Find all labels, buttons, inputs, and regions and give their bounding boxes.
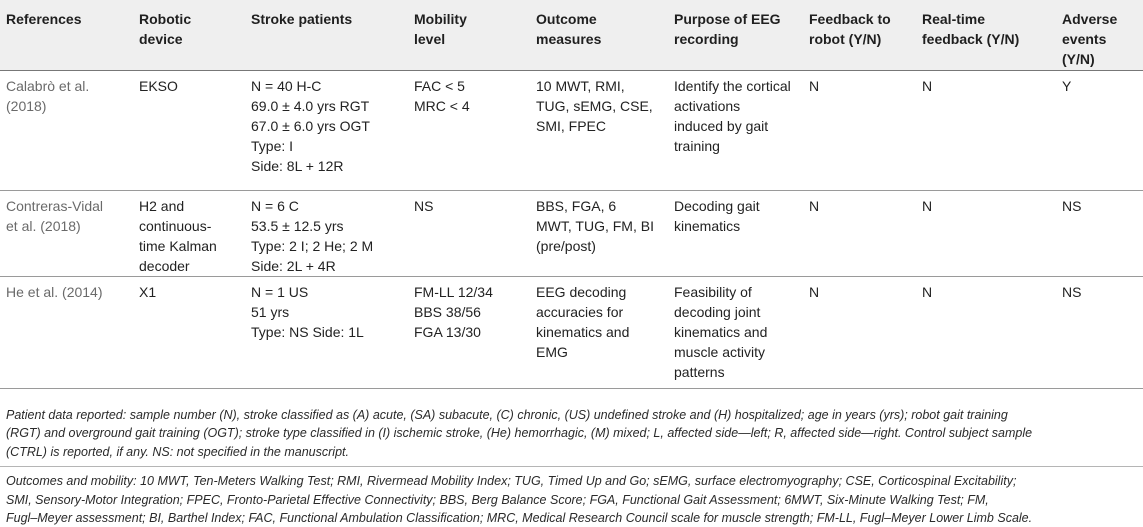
- header-row: [0, 0, 1143, 70]
- cell-text-line: NS: [1062, 197, 1082, 214]
- footnote-patient-data: [6, 406, 1139, 461]
- header-text-line: Robotic: [139, 11, 192, 27]
- cell-outcome-measures: [532, 70, 670, 190]
- cell-feedback-to-robot: [805, 276, 918, 388]
- cell-feedback-to-robot: [805, 190, 918, 276]
- cell-text-line: N: [809, 283, 820, 300]
- footnote-line: Outcomes and mobility: 10 MWT, Ten-Meters Walking Test; RMI, Rivermead Mobility Index; TUG, Timed Up and Go; sEMG, surface electromyography; CSE, Corticospinal Excitability;: [6, 474, 1017, 489]
- header-text-line: events: [1062, 31, 1107, 47]
- cell-text-line: SMI, FPEC: [536, 117, 607, 134]
- table-header: [0, 0, 1143, 70]
- header-real-time-feedback: [918, 0, 1058, 70]
- cell-text-line: MWT, TUG, FM, BI: [536, 217, 654, 234]
- table-row: [0, 70, 1143, 190]
- header-outcome-measures: [532, 0, 670, 70]
- cell-text-line: FGA 13/30: [414, 323, 481, 340]
- cell-text-line: (2018): [6, 97, 47, 114]
- footnote-line: SMI, Sensory-Motor Integration; FPEC, Fronto-Parietal Effective Connectivity; BBS, Berg Balance Score; FGA, Functional Gait Assessment; 6MWT, Six-Minute Walking Test; FM,: [6, 492, 989, 507]
- cell-text-line: FAC < 5: [414, 77, 465, 94]
- cell-feedback-to-robot: [805, 70, 918, 190]
- header-text-line: Real-time: [922, 11, 986, 27]
- cell-text-line: NS: [414, 197, 434, 214]
- cell-text-line: EEG decoding: [536, 283, 627, 300]
- cell-text-line: 53.5 ± 12.5 yrs: [251, 217, 344, 234]
- cell-purpose-of-eeg: [670, 276, 805, 388]
- cell-outcome-measures: [532, 190, 670, 276]
- header-text-line: Feedback to: [809, 11, 891, 27]
- cell-text-line: training: [674, 137, 720, 154]
- cell-references: [0, 70, 135, 190]
- table-body: [0, 70, 1143, 388]
- cell-text-line: 51 yrs: [251, 303, 290, 320]
- cell-text-line: muscle activity: [674, 343, 766, 360]
- footnote-line: Patient data reported: sample number (N), stroke classified as (A) acute, (SA) subacute, (C) chronic, (US) undefined stroke and (H) hospitalized; age in years (yrs); robot gait training: [6, 408, 1008, 422]
- cell-text-line: N: [809, 77, 820, 94]
- cell-robotic-device: [135, 276, 247, 388]
- cell-references: [0, 276, 135, 388]
- cell-text-line: Side: 2L + 4R: [251, 257, 336, 274]
- cell-text-line: patterns: [674, 363, 725, 380]
- cell-text-line: Side: 8L + 12R: [251, 157, 344, 174]
- cell-text-line: FM-LL 12/34: [414, 283, 493, 300]
- cell-text-line: N = 1 US: [251, 283, 309, 300]
- cell-outcome-measures: [532, 276, 670, 388]
- cell-text-line: BBS, FGA, 6: [536, 197, 617, 214]
- footnote-line: Fugl–Meyer assessment; BI, Barthel Index; FAC, Functional Ambulation Classification; MRC, Medical Research Council scale for muscle strength; FM-LL, Fugl–Meyer Lower Limb Scale.: [6, 511, 1033, 526]
- cell-purpose-of-eeg: [670, 190, 805, 276]
- cell-real-time-feedback: [918, 276, 1058, 388]
- cell-purpose-of-eeg: [670, 70, 805, 190]
- header-text-line: recording: [674, 31, 739, 47]
- header-text-line: level: [414, 31, 446, 47]
- cell-text-line: EKSO: [139, 77, 178, 94]
- table-footnotes: [6, 406, 1139, 527]
- cell-mobility-level: [410, 70, 532, 190]
- cell-text-line: continuous-: [139, 217, 212, 234]
- table-row: [0, 276, 1143, 388]
- cell-text-line: Feasibility of: [674, 283, 752, 300]
- cell-text-line: et al. (2018): [6, 217, 81, 234]
- cell-text-line: N = 40 H-C: [251, 77, 322, 94]
- header-purpose-of-eeg: [670, 0, 805, 70]
- cell-references: [0, 190, 135, 276]
- cell-text-line: 10 MWT, RMI,: [536, 77, 625, 94]
- cell-text-line: EMG: [536, 343, 568, 360]
- cell-real-time-feedback: [918, 190, 1058, 276]
- header-text-line: Stroke patients: [251, 11, 353, 27]
- cell-text-line: Contreras-Vidal: [6, 197, 104, 214]
- cell-text-line: kinematics and: [674, 323, 768, 340]
- cell-text-line: Type: NS Side: 1L: [251, 323, 364, 340]
- header-text-line: Adverse: [1062, 11, 1118, 27]
- cell-text-line: Decoding gait: [674, 197, 760, 214]
- cell-text-line: MRC < 4: [414, 97, 470, 114]
- cell-text-line: kinematics: [674, 217, 741, 234]
- cell-text-line: 69.0 ± 4.0 yrs RGT: [251, 97, 370, 114]
- cell-text-line: X1: [139, 283, 157, 300]
- cell-text-line: H2 and: [139, 197, 185, 214]
- cell-text-line: Y: [1062, 77, 1072, 94]
- cell-text-line: decoding joint: [674, 303, 761, 320]
- footnote-divider: [0, 466, 1143, 467]
- cell-text-line: Type: 2 I; 2 He; 2 M: [251, 237, 374, 254]
- cell-real-time-feedback: [918, 70, 1058, 190]
- header-stroke-patients: [247, 0, 410, 70]
- header-text-line: (Y/N): [1062, 51, 1095, 67]
- cell-mobility-level: [410, 276, 532, 388]
- header-feedback-to-robot: [805, 0, 918, 70]
- header-text-line: device: [139, 31, 183, 47]
- cell-robotic-device: [135, 70, 247, 190]
- cell-text-line: Identify the cortical: [674, 77, 791, 94]
- cell-adverse-events: [1058, 190, 1143, 276]
- header-text-line: robot (Y/N): [809, 31, 882, 47]
- cell-text-line: decoder: [139, 257, 190, 274]
- cell-text-line: He et al. (2014): [6, 283, 103, 300]
- cell-adverse-events: [1058, 276, 1143, 388]
- cell-stroke-patients: [247, 70, 410, 190]
- footnote-line: (CTRL) is reported, if any. NS: not specified in the manuscript.: [6, 444, 349, 459]
- cell-text-line: time Kalman: [139, 237, 217, 254]
- cell-text-line: activations: [674, 97, 741, 114]
- cell-text-line: NS: [1062, 283, 1082, 300]
- cell-text-line: N: [809, 197, 820, 214]
- cell-adverse-events: [1058, 70, 1143, 190]
- header-text-line: feedback (Y/N): [922, 31, 1020, 47]
- header-text-line: Outcome: [536, 11, 597, 27]
- cell-text-line: BBS 38/56: [414, 303, 481, 320]
- cell-text-line: (pre/post): [536, 237, 596, 254]
- cell-text-line: kinematics and: [536, 323, 630, 340]
- footnote-outcomes: [6, 472, 1139, 527]
- cell-text-line: accuracies for: [536, 303, 624, 320]
- cell-robotic-device: [135, 190, 247, 276]
- cell-text-line: Type: I: [251, 137, 294, 154]
- header-robotic-device: [135, 0, 247, 70]
- cell-mobility-level: [410, 190, 532, 276]
- cell-text-line: N = 6 C: [251, 197, 299, 214]
- cell-stroke-patients: [247, 276, 410, 388]
- cell-text-line: TUG, sEMG, CSE,: [536, 97, 653, 114]
- cell-text-line: induced by gait: [674, 117, 769, 134]
- header-mobility-level: [410, 0, 532, 70]
- header-adverse-events: [1058, 0, 1143, 70]
- header-text-line: measures: [536, 31, 602, 47]
- header-references: [0, 0, 135, 70]
- header-text-line: Purpose of EEG: [674, 11, 781, 27]
- footnote-line: (RGT) and overground gait training (OGT); stroke type classified in (I) ischemic stroke, (He) hemorrhagic, (M) mixed; L, affected side—left; R, affected side—right. Control subject sample: [6, 426, 1033, 441]
- table-row: [0, 190, 1143, 276]
- header-text-line: References: [6, 11, 82, 27]
- cell-stroke-patients: [247, 190, 410, 276]
- cell-text-line: N: [922, 283, 933, 300]
- cell-text-line: Calabrò et al.: [6, 77, 90, 94]
- cell-text-line: 67.0 ± 6.0 yrs OGT: [251, 117, 370, 134]
- header-text-line: Mobility: [414, 11, 467, 27]
- cell-text-line: N: [922, 77, 933, 94]
- cell-text-line: N: [922, 197, 933, 214]
